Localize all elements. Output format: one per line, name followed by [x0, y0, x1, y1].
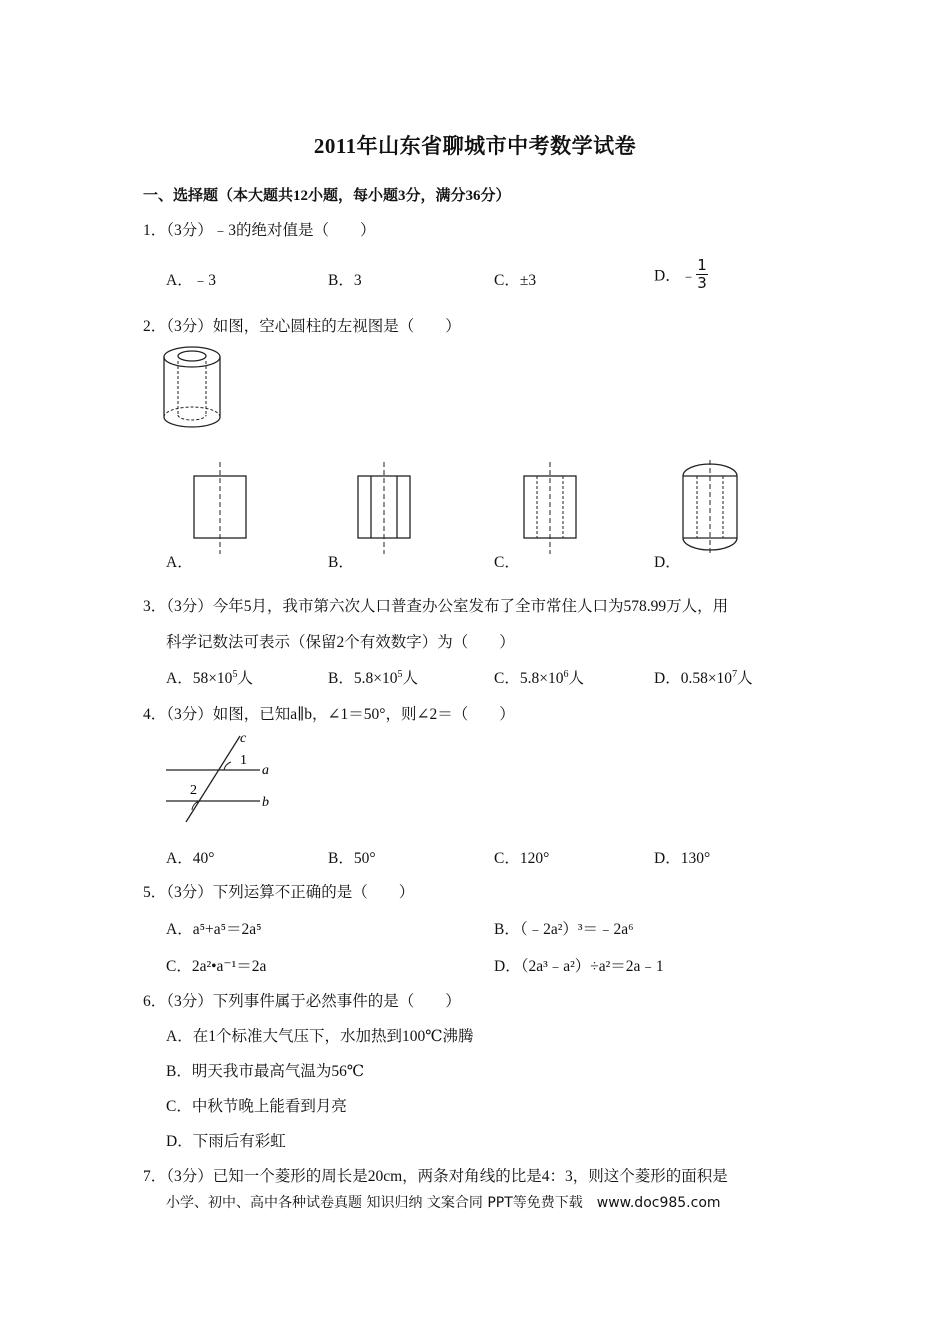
- q3-b-exponent: 5: [397, 668, 403, 680]
- page-footer: 小学、初中、高中各种试卷真题 知识归纳 文案合同 PPT等免费下载 www.doc985.com: [166, 1195, 721, 1211]
- question-6-stem: 6．（3分）下列事件属于必然事件的是（ ）: [143, 993, 461, 1010]
- label-angle-2: 2: [190, 783, 197, 798]
- page-title: 2011年山东省聊城市中考数学试卷: [313, 134, 637, 158]
- q3-option-a: [166, 666, 253, 688]
- q3-d-unit: 人: [737, 670, 753, 687]
- q2-figure-d: [678, 458, 742, 558]
- q3-d-exponent: 7: [732, 668, 738, 680]
- question-3-stem-line2: 科学记数法可表示（保留2个有效数字）为（ ）: [166, 634, 515, 651]
- question-1-stem: 1．（3分）﹣3的绝对值是（ ）: [143, 222, 376, 239]
- q6-option-d: D．下雨后有彩虹: [166, 1133, 286, 1150]
- q3-option-b: [328, 666, 418, 688]
- q3-c-base: C．5.8×10: [494, 670, 564, 687]
- q2-option-c: C．: [494, 554, 520, 571]
- q3-option-d: [654, 666, 753, 688]
- q1-option-c: C．±3: [494, 272, 537, 289]
- q3-c-unit: 人: [568, 670, 584, 687]
- label-a: a: [262, 763, 269, 778]
- q2-figure-b: [354, 460, 414, 556]
- q3-c-exponent: 6: [563, 668, 569, 680]
- q1-option-b: B．3: [328, 272, 362, 289]
- question-2-stem: 2．（3分）如图，空心圆柱的左视图是（ ）: [143, 318, 461, 335]
- q4-option-a: A．40°: [166, 850, 215, 867]
- q4-option-b: B．50°: [328, 850, 376, 867]
- parallel-lines-figure: [160, 730, 280, 826]
- q3-d-base: D．0.58×10: [654, 670, 733, 687]
- fraction: [696, 257, 708, 292]
- label-c: c: [240, 731, 247, 746]
- q1-option-a: A．﹣3: [166, 272, 216, 289]
- q1-option-d-prefix: D．﹣: [654, 267, 697, 285]
- q3-a-exponent: 5: [232, 668, 238, 680]
- label-angle-1: 1: [240, 753, 247, 768]
- fraction-denominator: 3: [697, 274, 707, 292]
- label-b: b: [262, 795, 269, 810]
- q5-option-b: B．（﹣2a²）³＝﹣2a⁶: [494, 921, 634, 938]
- q2-figure-c: [520, 460, 580, 556]
- q6-option-a: A．在1个标准大气压下，水加热到100℃沸腾: [166, 1028, 474, 1045]
- section-heading: 一、选择题（本大题共12小题，每小题3分，满分36分）: [143, 188, 511, 204]
- q2-option-d: D．: [654, 554, 681, 571]
- q3-a-base: A．58×10: [166, 670, 233, 687]
- q2-option-b: B．: [328, 554, 354, 571]
- q5-option-c: C．2a²•a⁻¹＝2a: [166, 958, 267, 975]
- question-4-stem: 4．（3分）如图，已知a∥b，∠1＝50°，则∠2＝（ ）: [143, 706, 515, 723]
- q6-option-b: B．明天我市最高气温为56℃: [166, 1063, 365, 1080]
- q3-option-c: [494, 666, 584, 688]
- q3-a-unit: 人: [237, 670, 253, 687]
- q3-b-base: B．5.8×10: [328, 670, 398, 687]
- q4-option-c: C．120°: [494, 850, 550, 867]
- question-7-stem: 7．（3分）已知一个菱形的周长是20cm，两条对角线的比是4：3，则这个菱形的面积是: [143, 1168, 728, 1185]
- hollow-cylinder-figure: [160, 342, 230, 434]
- q4-option-d: D．130°: [654, 850, 711, 867]
- q5-option-d: D．（2a³﹣a²）÷a²＝2a﹣1: [494, 958, 664, 975]
- q1-option-d: [654, 257, 708, 292]
- q6-option-c: C．中秋节晚上能看到月亮: [166, 1098, 347, 1115]
- question-3-stem-line1: 3．（3分）今年5月，我市第六次人口普查办公室发布了全市常住人口为578.99万人，用: [143, 598, 729, 615]
- question-5-stem: 5．（3分）下列运算不正确的是（ ）: [143, 884, 415, 901]
- q2-option-a: A．: [166, 554, 193, 571]
- q2-figure-a: [190, 460, 250, 556]
- fraction-numerator: 1: [697, 256, 707, 274]
- q3-b-unit: 人: [402, 670, 418, 687]
- q5-option-a: A．a⁵+a⁵＝2a⁵: [166, 921, 262, 938]
